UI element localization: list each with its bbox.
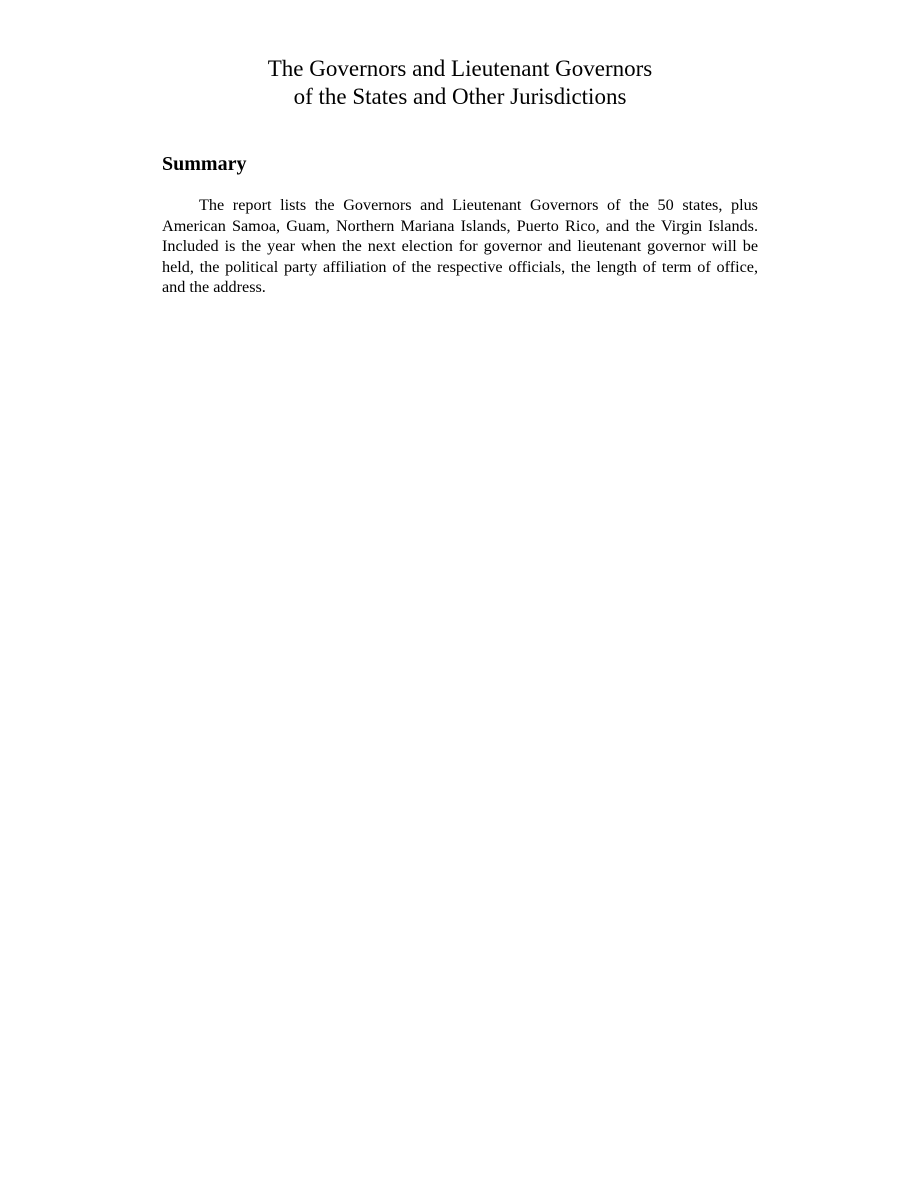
summary-paragraph: The report lists the Governors and Lieutenant Governors of the 50 states, plus American Samoa, Guam, Northern Mariana Islands, Puerto Rico, and the Virgin Islands. Included is the year when the next election for governor and lieutenant governor will be held, the political party affiliation of the respective officials, the length of term of office, and the address. — [162, 196, 758, 296]
summary-heading: Summary — [162, 153, 247, 175]
document-title-line-1: The Governors and Lieutenant Governors — [267, 56, 653, 81]
document-title — [0, 55, 920, 111]
document-title-line-2: of the States and Other Jurisdictions — [293, 84, 627, 109]
